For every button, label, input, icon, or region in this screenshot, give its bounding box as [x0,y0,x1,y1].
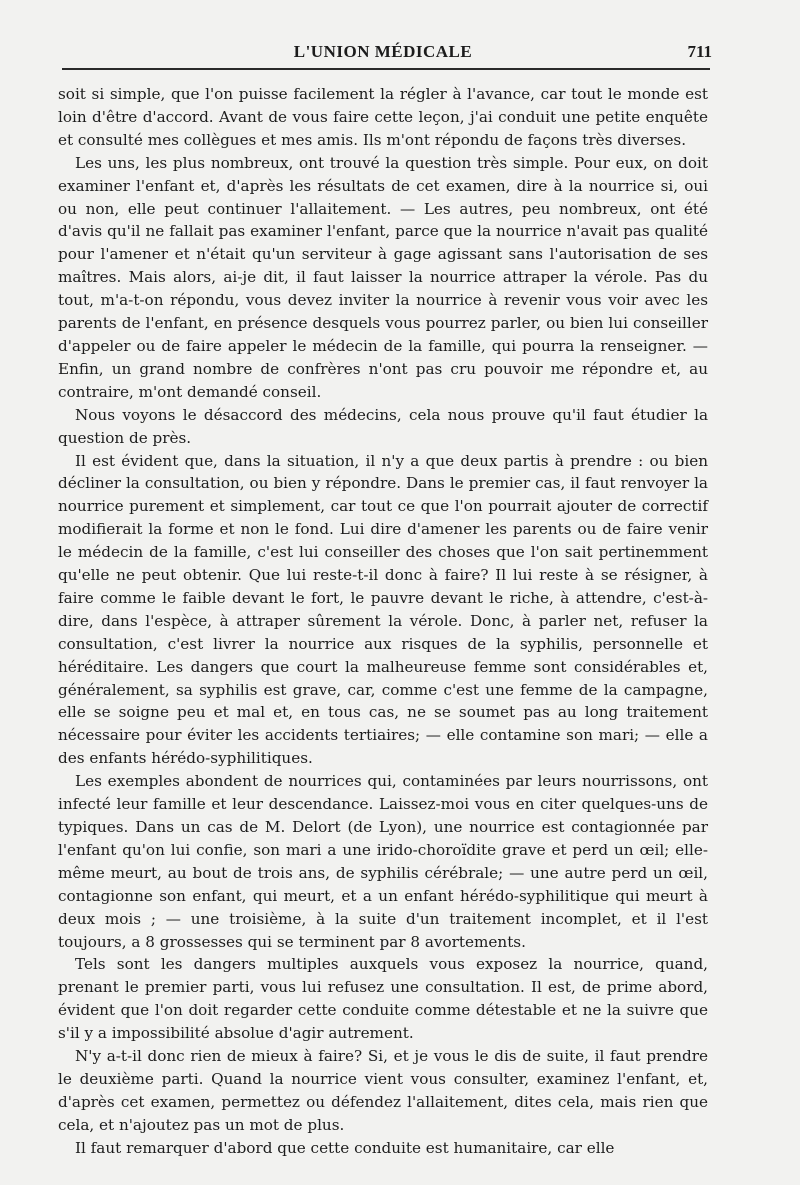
paragraph-6: Tels sont les dangers multiples auxquels vous exposez la nourrice, quand, prenant le premier parti, vous lui refusez une consultation. Il est, de prime abord, évident que l'on doit regarder cette conduite comme détestable et ne la suivre que s'il y a impossibilité absolue d'agir autrement. [58,955,708,1043]
paragraph-2: Les uns, les plus nombreux, ont trouvé la question très simple. Pour eux, on doit examiner l'enfant et, d'après les résultats de cet examen, dire à la nourrice si, oui ou non, elle peut continuer l'allaitement. — Les autres, peu nombreux, ont été d'avis qu'il ne fallait pas examiner l'enfant, parce que la nourrice n'avait pas qualité pour l'amener et n'était qu'un serviteur à gage agissant sans l'autorisation de ses maîtres. Mais alors, ai-je dit, il faut laisser la nourrice attraper la vérole. Pas du tout, m'a-t-on répondu, vous devez inviter la nourrice à revenir vous voir avec les parents de l'enfant, en présence desquels vous pourrez parler, ou bien lui conseiller d'appeler ou de faire appeler le médecin de la famille, qui pourra la renseigner. — Enfin, un grand nombre de confrères n'ont pas cru pouvoir me répondre et, au contraire, m'ont demandé conseil. [58,153,708,401]
running-title: L'UNION MÉDICALE [293,42,473,61]
paragraph-1: soit si simple, que l'on puisse facilement la régler à l'avance, car tout le monde est loin d'être d'accord. Avant de vous faire cette leçon, j'ai conduit une petite enquête et consulté mes collègues et mes amis. Ils m'ont répondu de façons très diverses. [58,85,708,149]
paragraph-5: Les exemples abondent de nourrices qui, contaminées par leurs nourrissons, ont infecté leur famille et leur descendance. Laissez-moi vous en citer quelques-uns de typiques. Dans un cas de M. Delort (de Lyon), une nourrice est contagionnée par l'enfant qu'on lui confie, son mari a une irido-choroïdite grave et perd un œil; elle-même meurt, au bout de trois ans, de syphilis cérébrale; — une autre perd un œil, contagionne son enfant, qui meurt, et a un enfant hérédo-syphilitique qui meurt à deux mois ; — une troisième, à la suite d'un traitement incomplet, et il l'est toujours, a 8 grossesses qui se terminent par 8 avortements. [58,772,708,951]
paragraph-7: N'y a-t-il donc rien de mieux à faire? Si, et je vous le dis de suite, il faut prendre le deuxième parti. Quand la nourrice vient vous consulter, examinez l'enfant, et, d'après cet examen, permettez ou défendez l'allaitement, dites cela, mais rien que cela, et n'ajoutez pas un mot de plus. [58,1047,708,1134]
paragraph-3: Nous voyons le désaccord des médecins, cela nous prouve qu'il faut étudier la question de près. [58,405,708,447]
body-text [58,83,708,1160]
paragraph-8: Il faut remarquer d'abord que cette conduite est humanitaire, car elle [75,1138,615,1157]
paragraph-4: Il est évident que, dans la situation, il n'y a que deux partis à prendre : ou bien décliner la consultation, ou bien y répondre. Dans le premier cas, il faut renvoyer la nourrice purement et simplement, car tout ce que l'on pourrait ajouter de correctif modifierait la forme et non le fond. Lui dire d'amener les parents ou de faire venir le médecin de la famille, c'est lui conseiller des choses que l'on sait pertinemment qu'elle ne peut obtenir. Que lui reste-t-il donc à faire? Il lui reste à se résigner, à faire comme le faible devant le fort, le pauvre devant le riche, à attendre, c'est-à-dire, dans l'espèce, à attraper sûrement la vérole. Donc, à parler net, refuser la consultation, c'est livrer la nourrice aux risques de la syphilis, personnelle et héréditaire. Les dangers que court la malheureuse femme sont considérables et, généralement, sa syphilis est grave, car, comme c'est une femme de la campagne, elle se soigne peu et mal et, en tous cas, ne se soumet pas au long traitement nécessaire pour éviter les accidents tertiaires; — elle contamine son mari; — elle a des enfants hérédo-syphilitiques. [58,451,708,768]
page-header [58,38,712,68]
page-number: 711 [687,42,712,61]
header-rule [62,68,710,70]
